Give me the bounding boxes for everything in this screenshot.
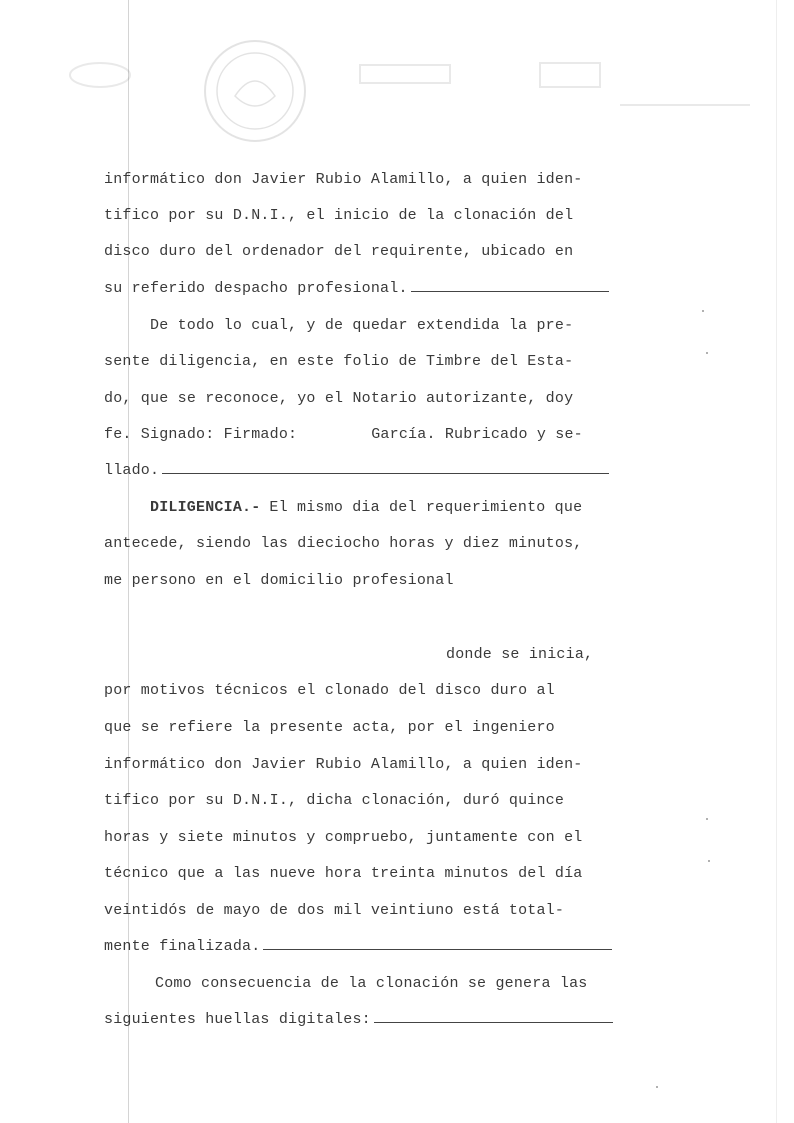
paragraph-5-line-2: siguientes huellas digitales: <box>104 1008 613 1032</box>
paragraph-4-line-2: por motivos técnicos el clonado del disco duro al <box>104 682 555 699</box>
scan-speck <box>702 310 704 312</box>
diligencia-heading: DILIGENCIA.- <box>150 499 261 516</box>
paragraph-1-line-2: tifico por su D.N.I., el inicio de la clonación del <box>104 207 574 224</box>
fill-line <box>411 291 609 292</box>
header-watermark-icon <box>60 55 760 115</box>
paragraph-4-line-1: donde se inicia, <box>446 646 594 663</box>
paragraph-3-line-2: antecede, siendo las dieciocho horas y diez minutos, <box>104 535 583 552</box>
paragraph-1-line-3: disco duro del ordenador del requirente, ubicado en <box>104 243 574 260</box>
scan-speck <box>708 860 710 862</box>
paragraph-3-line-1: DILIGENCIA.- El mismo dia del requerimiento que <box>150 496 610 520</box>
page-edge <box>776 0 777 1123</box>
paragraph-4-line-6: horas y siete minutos y compruebo, juntamente con el <box>104 829 583 846</box>
paragraph-4-line-7: técnico que a las nueve hora treinta minutos del día <box>104 865 583 882</box>
paragraph-2-line-4: fe. Signado: Firmado: García. Rubricado y se- <box>104 426 583 443</box>
paragraph-2-line-2: sente diligencia, en este folio de Timbre del Esta- <box>104 353 574 370</box>
fill-line <box>263 949 612 950</box>
paragraph-4-line-3: que se refiere la presente acta, por el ingeniero <box>104 719 555 736</box>
paragraph-5-line-1: Como consecuencia de la clonación se genera las <box>155 975 588 992</box>
paragraph-1-line-4: su referido despacho profesional. <box>104 277 609 301</box>
paragraph-1-line-1: informático don Javier Rubio Alamillo, a quien iden- <box>104 171 583 188</box>
paragraph-3-line-3: me persono en el domicilio profesional <box>104 572 454 589</box>
paragraph-2-line-1: De todo lo cual, y de quedar extendida la pre- <box>150 317 574 334</box>
paragraph-4-line-5: tifico por su D.N.I., dicha clonación, duró quince <box>104 792 565 809</box>
paragraph-4-line-9: mente finalizada. <box>104 935 612 959</box>
paragraph-4-line-4: informático don Javier Rubio Alamillo, a quien iden- <box>104 756 583 773</box>
fill-line <box>162 473 609 474</box>
paragraph-4-line-8: veintidós de mayo de dos mil veintiuno está total- <box>104 902 565 919</box>
scan-speck <box>656 1086 658 1088</box>
fill-line <box>374 1022 613 1023</box>
notary-seal-icon <box>200 36 310 146</box>
scan-speck <box>706 352 708 354</box>
paragraph-2-line-3: do, que se reconoce, yo el Notario autorizante, doy <box>104 390 574 407</box>
paragraph-2-line-5: llado. <box>104 459 609 483</box>
scan-speck <box>706 818 708 820</box>
